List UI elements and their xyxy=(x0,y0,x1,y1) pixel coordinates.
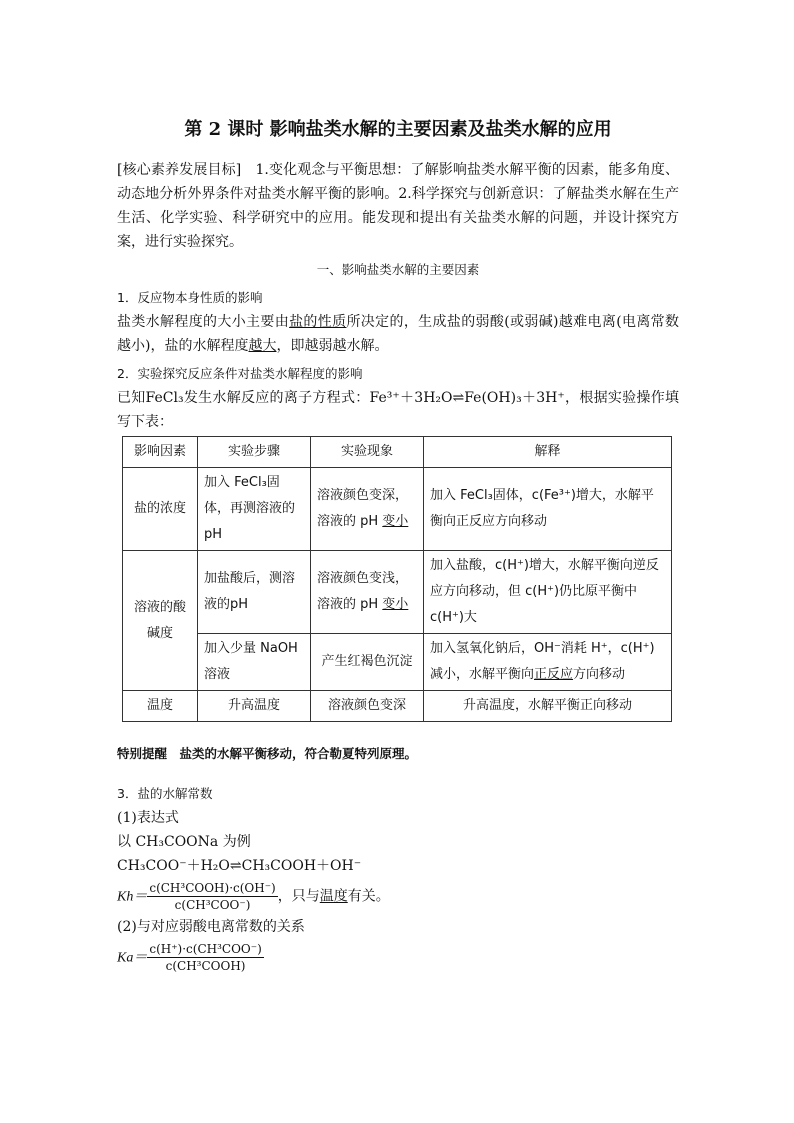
section-heading: 一、影响盐类水解的主要因素 xyxy=(316,262,480,277)
factor-cell: 盐的浓度 xyxy=(123,468,198,551)
page-title: 第 2 课时 影响盐类水解的主要因素及盐类水解的应用 xyxy=(184,119,612,140)
numerator: c(CH³COOH)·c(OH⁻) xyxy=(149,881,276,895)
ka-formula xyxy=(117,941,679,974)
header-cell: 解释 xyxy=(424,437,672,468)
numerator: c(H⁺)·c(CH³COO⁻) xyxy=(149,942,262,956)
explanation-cell: 加入 FeCl₃固体，c(Fe³⁺)增大，水解平衡向正反应方向移动 xyxy=(424,468,672,551)
learning-goals: [核心素养发展目标] 1.变化观念与平衡思想：了解影响盐类水解平衡的因素，能多角度、动态地分析外界条件对盐类水解平衡的影响。2.科学探究与创新意识：了解盐类水解在生产生活、化学实验、科学研究中的应用。能发现和提出有关盐类水解的问题，并设计探究方案，进行实验探究。 xyxy=(117,162,679,250)
factor-cell: 温度 xyxy=(123,691,198,722)
factor-cell: 溶液的酸碱度 xyxy=(123,551,198,691)
header-cell: 实验现象 xyxy=(311,437,424,468)
underlined-answer: 越大 xyxy=(248,338,277,354)
special-tip: 特别提醒 盐类的水解平衡移动，符合勒夏特列原理。 xyxy=(117,746,418,761)
denominator: c(CH³COOH) xyxy=(165,959,246,973)
hydrolysis-equation: CH₃COO⁻＋H₂O⇌CH₃COOH＋OH⁻ xyxy=(117,858,362,874)
text: 方向移动 xyxy=(573,667,626,682)
step-cell: 加入 FeCl₃固体，再测溶液的 pH xyxy=(198,468,311,551)
underlined-answer: 变小 xyxy=(382,597,409,612)
experiment-table xyxy=(122,436,672,722)
subsection-1: (1)表达式 xyxy=(117,810,179,826)
phenomenon-cell xyxy=(311,468,424,551)
example-line: 以 CH₃COONa 为例 xyxy=(117,834,251,850)
fraction xyxy=(147,880,277,913)
subheading-2: 2．实验探究反应条件对盐类水解程度的影响 xyxy=(117,366,363,381)
paragraph-1 xyxy=(117,310,679,358)
text: 所决定的，生成盐的弱酸(或弱碱)越难电离(电离常数越小)，盐的水解程度 xyxy=(117,314,680,354)
explanation-cell: 升高温度，水解平衡正向移动 xyxy=(424,691,672,722)
fraction xyxy=(147,941,263,974)
text: 溶液颜色变深，溶液的 pH xyxy=(317,488,409,529)
kh-formula xyxy=(117,880,679,913)
text: 加入氢氧化钠后，OH⁻消耗 H⁺，c(H⁺)减小，水解平衡向 xyxy=(430,641,655,682)
subsection-2: (2)与对应弱酸电离常数的关系 xyxy=(117,919,305,935)
header-cell: 实验步骤 xyxy=(198,437,311,468)
underlined-answer: 温度 xyxy=(319,888,348,905)
phenomenon-cell: 溶液颜色变深 xyxy=(311,691,424,722)
text: ，只与 xyxy=(277,888,320,905)
step-cell: 加盐酸后，测溶液的pH xyxy=(198,551,311,634)
table-row xyxy=(123,551,672,634)
table-row xyxy=(123,634,672,691)
phenomenon-cell: 产生红褐色沉淀 xyxy=(311,634,424,691)
kh-label: Kh＝ xyxy=(117,889,148,905)
text: 盐类水解程度的大小主要由 xyxy=(117,314,290,330)
underlined-answer: 正反应 xyxy=(534,667,574,682)
paragraph-2: 已知FeCl₃发生水解反应的离子方程式：Fe³⁺＋3H₂O⇌Fe(OH)₃＋3H⁺，根据实验操作填写下表： xyxy=(117,390,679,430)
denominator: c(CH³COO⁻) xyxy=(174,898,251,912)
text: 有关。 xyxy=(347,888,390,905)
table-row xyxy=(123,468,672,551)
step-cell: 加入少量 NaOH 溶液 xyxy=(198,634,311,691)
underlined-answer: 变小 xyxy=(382,514,409,529)
text: 溶液颜色变浅，溶液的 pH xyxy=(317,571,409,612)
text: ，即越弱越水解。 xyxy=(276,338,389,354)
phenomenon-cell xyxy=(311,551,424,634)
ka-label: Ka＝ xyxy=(117,950,148,966)
explanation-cell: 加入盐酸，c(H⁺)增大，水解平衡向逆反应方向移动，但 c(H⁺)仍比原平衡中 c(H⁺)大 xyxy=(424,551,672,634)
explanation-cell xyxy=(424,634,672,691)
header-cell: 影响因素 xyxy=(123,437,198,468)
subheading-1: 1．反应物本身性质的影响 xyxy=(117,290,263,305)
table-row xyxy=(123,691,672,722)
document-page xyxy=(117,118,679,976)
subheading-3: 3．盐的水解常数 xyxy=(117,786,213,801)
table-header-row xyxy=(123,437,672,468)
underlined-answer: 盐的性质 xyxy=(289,314,347,330)
step-cell: 升高温度 xyxy=(198,691,311,722)
